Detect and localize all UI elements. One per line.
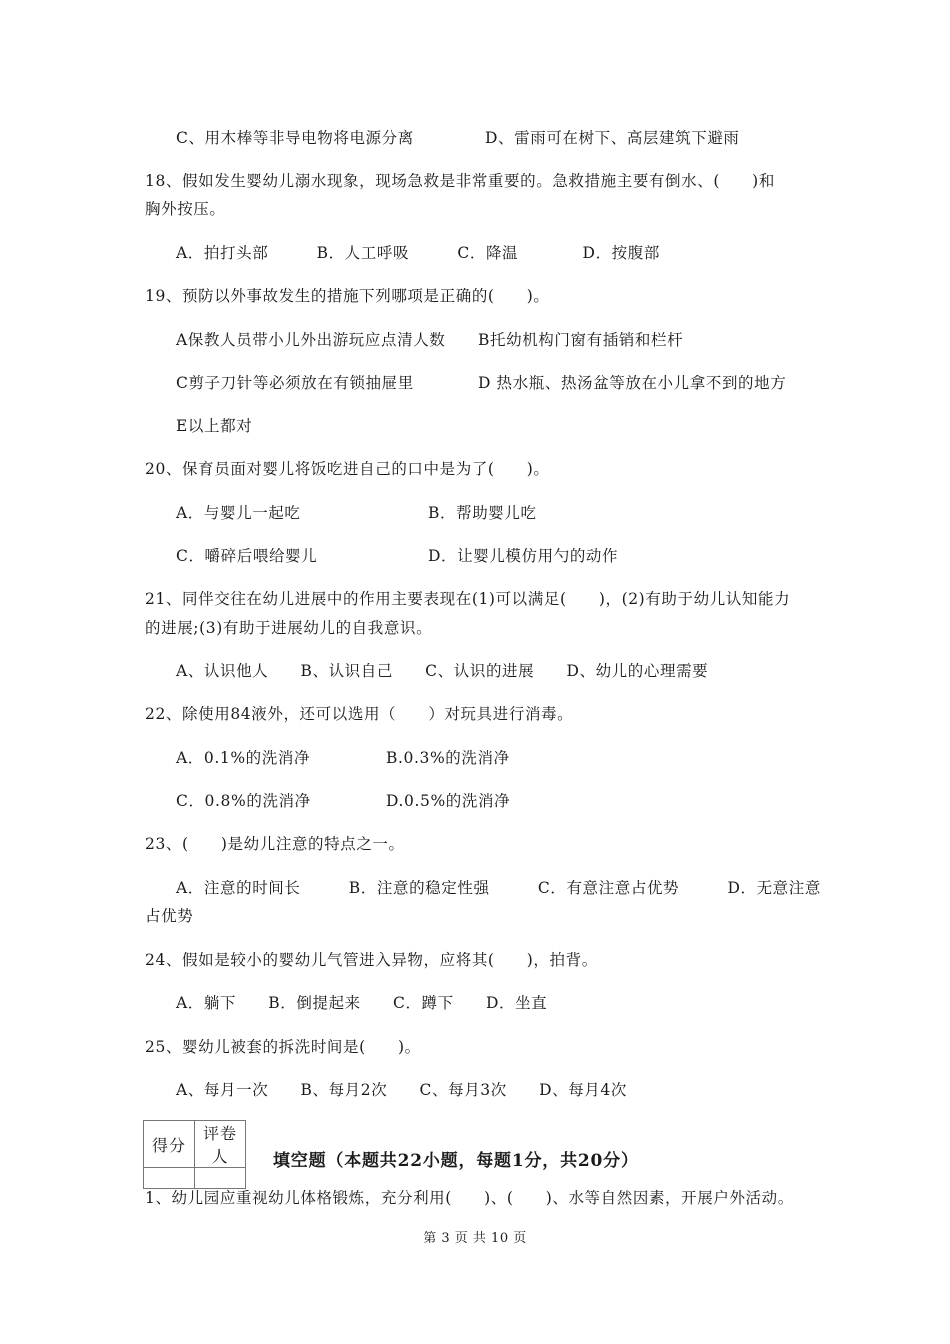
grader-cell (195, 1168, 246, 1189)
q19-option-d: D 热水瓶、热汤盆等放在小儿拿不到的地方 (478, 374, 787, 392)
q19-option-a: A保教人员带小儿外出游玩应点清人数 (176, 331, 446, 349)
q21-options: A、认识他人 B、认识自己 C、认识的进展 D、幼儿的心理需要 (176, 662, 709, 680)
score-cell (144, 1168, 195, 1189)
q20-option-d: D．让婴儿模仿用勺的动作 (428, 547, 619, 565)
section-title: 填空题（本题共22小题，每题1分，共20分） (273, 1151, 639, 1171)
q18-stem-line2: 胸外按压。 (145, 200, 226, 218)
q17-option-d: D、雷雨可在树下、高层建筑下避雨 (485, 129, 740, 147)
q19-option-c: C剪子刀针等必须放在有锁抽屉里 (176, 374, 414, 392)
q22-option-a: A．0.1%的洗消净 (176, 749, 311, 767)
q24-stem: 24、假如是较小的婴幼儿气管进入异物，应将其( )，拍背。 (145, 951, 598, 969)
q18-stem-line1: 18、假如发生婴幼儿溺水现象，现场急救是非常重要的。急救措施主要有倒水、( )和 (145, 172, 775, 190)
q22-option-d: D.0.5%的洗消净 (386, 792, 511, 810)
q17-option-c: C、用木棒等非导电物将电源分离 (176, 129, 414, 147)
q19-stem: 19、预防以外事故发生的措施下列哪项是正确的( )。 (145, 287, 550, 305)
q22-option-c: C．0.8%的洗消净 (176, 792, 311, 810)
q20-stem: 20、保育员面对婴儿将饭吃进自己的口中是为了( )。 (145, 460, 550, 478)
q20-option-a: A．与婴儿一起吃 (176, 504, 301, 522)
q22-option-b: B.0.3%的洗消净 (386, 749, 510, 767)
q22-stem: 22、除使用84液外，还可以选用（ ）对玩具进行消毒。 (145, 705, 574, 723)
q21-stem-line2: 的进展;(3)有助于进展幼儿的自我意识。 (145, 619, 433, 637)
page-footer: 第 3 页 共 10 页 (423, 1231, 527, 1246)
q23-options-wrap: 占优势 (145, 907, 194, 925)
grader-label: 评卷人 (195, 1121, 246, 1168)
q21-stem-line1: 21、同伴交往在幼儿进展中的作用主要表现在(1)可以满足( )，(2)有助于幼儿认知能力 (145, 590, 791, 608)
q23-stem: 23、( )是幼儿注意的特点之一。 (145, 835, 405, 853)
q19-option-b: B托幼机构门窗有插销和栏杆 (478, 331, 684, 349)
q18-options: A．拍打头部 B．人工呼吸 C．降温 D．按腹部 (176, 244, 660, 262)
q25-stem: 25、婴幼儿被套的拆洗时间是( )。 (145, 1038, 421, 1056)
q20-option-b: B．帮助婴儿吃 (428, 504, 537, 522)
fill-q1: 1、幼儿园应重视幼儿体格锻炼，充分利用( )、( )、水等自然因素，开展户外活动。 (145, 1189, 794, 1207)
q20-option-c: C．嚼碎后喂给婴儿 (176, 547, 318, 565)
q23-options: A．注意的时间长 B．注意的稳定性强 C．有意注意占优势 D．无意注意 (176, 879, 821, 897)
score-label: 得分 (144, 1121, 195, 1168)
q19-option-e: E以上都对 (176, 417, 253, 435)
q25-options: A、每月一次 B、每月2次 C、每月3次 D、每月4次 (176, 1081, 627, 1099)
score-table (143, 1120, 246, 1189)
q24-options: A．躺下 B．倒提起来 C．蹲下 D．坐直 (176, 994, 548, 1012)
